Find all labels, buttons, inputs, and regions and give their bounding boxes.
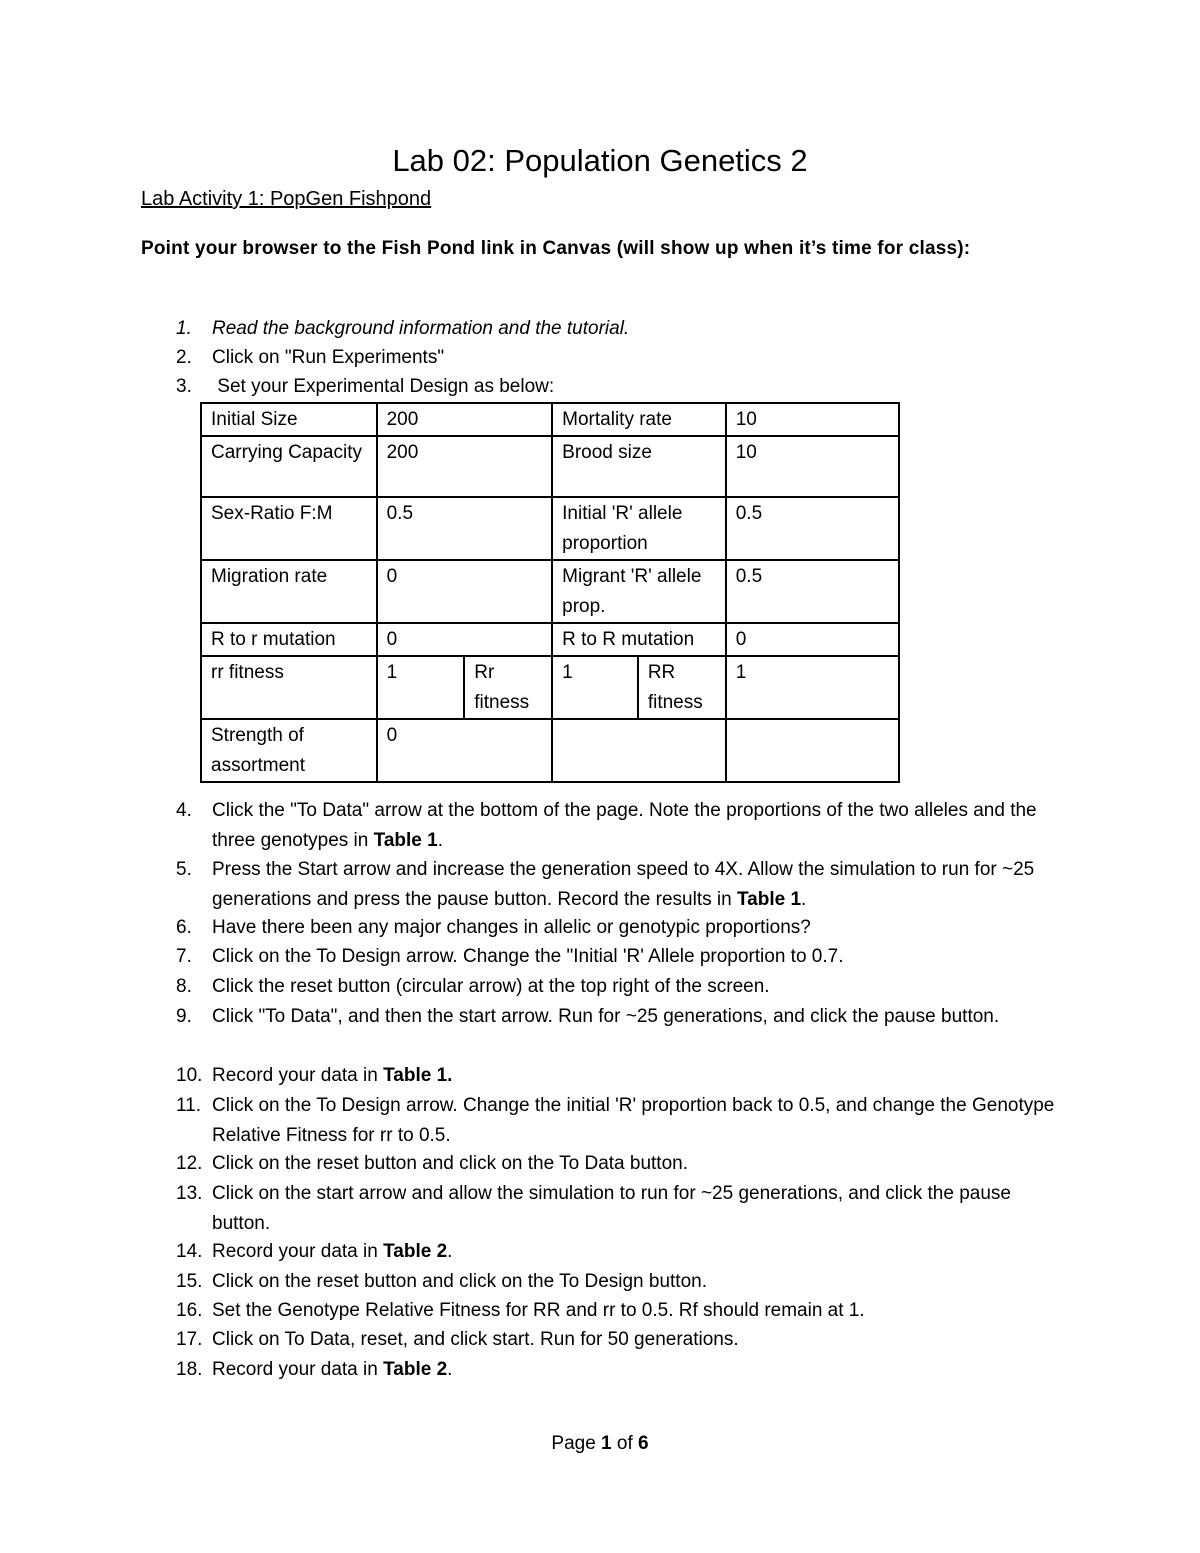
- table-cell: Brood size: [552, 436, 726, 497]
- table-cell: Strength of assortment: [201, 719, 377, 782]
- table-cell: 0.5: [726, 497, 899, 560]
- table-cell: Migrant 'R' allele prop.: [552, 560, 726, 623]
- table-row: [201, 623, 899, 656]
- table-cell: 200: [377, 403, 553, 436]
- table-cell: Rr fitness: [464, 656, 552, 719]
- table-cell: 10: [726, 436, 899, 497]
- table-cell: RR fitness: [638, 656, 726, 719]
- table-cell: 0: [377, 719, 553, 782]
- page-title: Lab 02: Population Genetics 2: [392, 143, 808, 178]
- section-heading: Lab Activity 1: PopGen Fishpond: [141, 188, 432, 210]
- table-cell: 10: [726, 403, 899, 436]
- table-cell: Carrying Capacity: [201, 436, 377, 497]
- table-cell: R to r mutation: [201, 623, 377, 656]
- table-cell: 0.5: [726, 560, 899, 623]
- page-number-footer: Page 1 of 6: [551, 1433, 649, 1454]
- experimental-design-table: [200, 402, 900, 783]
- table-row: [201, 656, 899, 719]
- table-cell: 0.5: [377, 497, 553, 560]
- table-cell: Initial Size: [201, 403, 377, 436]
- table-cell: rr fitness: [201, 656, 377, 719]
- table-cell: 1: [552, 656, 638, 719]
- table-cell: 1: [726, 656, 899, 719]
- table-row: [201, 497, 899, 560]
- document-page: Lab 02: Population Genetics 2 Lab Activity 1: PopGen Fishpond Point your browser to the Fish Pond link in Canvas (will show up when it’s time for class): 1. Read the background information and the tutorial. 2. Click on "Run Experiments" 3. Set your Experimental Design as below: Initial Size 200 Mortality rate 10 Carrying Capacity 200 Brood size 10 Sex-Ratio F:M 0.5 Initial 'R' allele proportion 0.5 Migration rate 0 Migrant 'R' allele prop. 0.5 R to r mutation 0 R to R mutation 0 rr fitness 1 Rr fitness 1 RR fitness 1 Strength of assortment 0 4. Click the "To Data" arrow at the bottom of the page. Note the proportions of the two alleles and the three genotypes in Table 1. 5. Press the Start arrow and increase the generation speed to 4X. Allow the simulation to run for ~25 generations and press the pause button. Record the results in Table 1. 6. Have there been any major changes in allelic or genotypic proportions? 7. Click on the To Design arrow. Change the "Initial 'R' Allele proportion to 0.7. 8. Click the reset button (circular arrow) at the top right of the screen. 9. Click "To Data", and then the start arrow. Run for ~25 generations, and click the pause button. 10. Record your data in Table 1. 11. Click on the To Design arrow. Change the initial 'R' proportion back to 0.5, and change the Genotype Relative Fitness for rr to 0.5. 12. Click on the reset button and click on the To Data button. 13. Click on the start arrow and allow the simulation to run for ~25 generations, and click the pause button. 14. Record your data in Table 2. 15. Click on the reset button and click on the To Design button. 16. Set the Genotype Relative Fitness for RR and rr to 0.5. Rf should remain at 1. 17. Click on To Data, reset, and click start. Run for 50 generations. 18. Record your data in Table 2. Page 1 of 6: [0, 0, 1200, 1553]
- table-row: [201, 403, 899, 436]
- table-cell: R to R mutation: [552, 623, 726, 656]
- table-cell: 1: [377, 656, 465, 719]
- table-row: [201, 436, 899, 497]
- table-cell: [552, 719, 726, 782]
- table-cell: [726, 719, 899, 782]
- table-cell: Initial 'R' allele proportion: [552, 497, 726, 560]
- table-cell: Migration rate: [201, 560, 377, 623]
- intro-instruction: Point your browser to the Fish Pond link in Canvas (will show up when it’s time for class):: [141, 238, 971, 259]
- table-cell: 0: [726, 623, 899, 656]
- table-cell: Sex-Ratio F:M: [201, 497, 377, 560]
- table-cell: 0: [377, 623, 553, 656]
- table-row: [201, 719, 899, 782]
- table-row: [201, 560, 899, 623]
- table-cell: 0: [377, 560, 553, 623]
- table-cell: Mortality rate: [552, 403, 726, 436]
- table-cell: 200: [377, 436, 553, 497]
